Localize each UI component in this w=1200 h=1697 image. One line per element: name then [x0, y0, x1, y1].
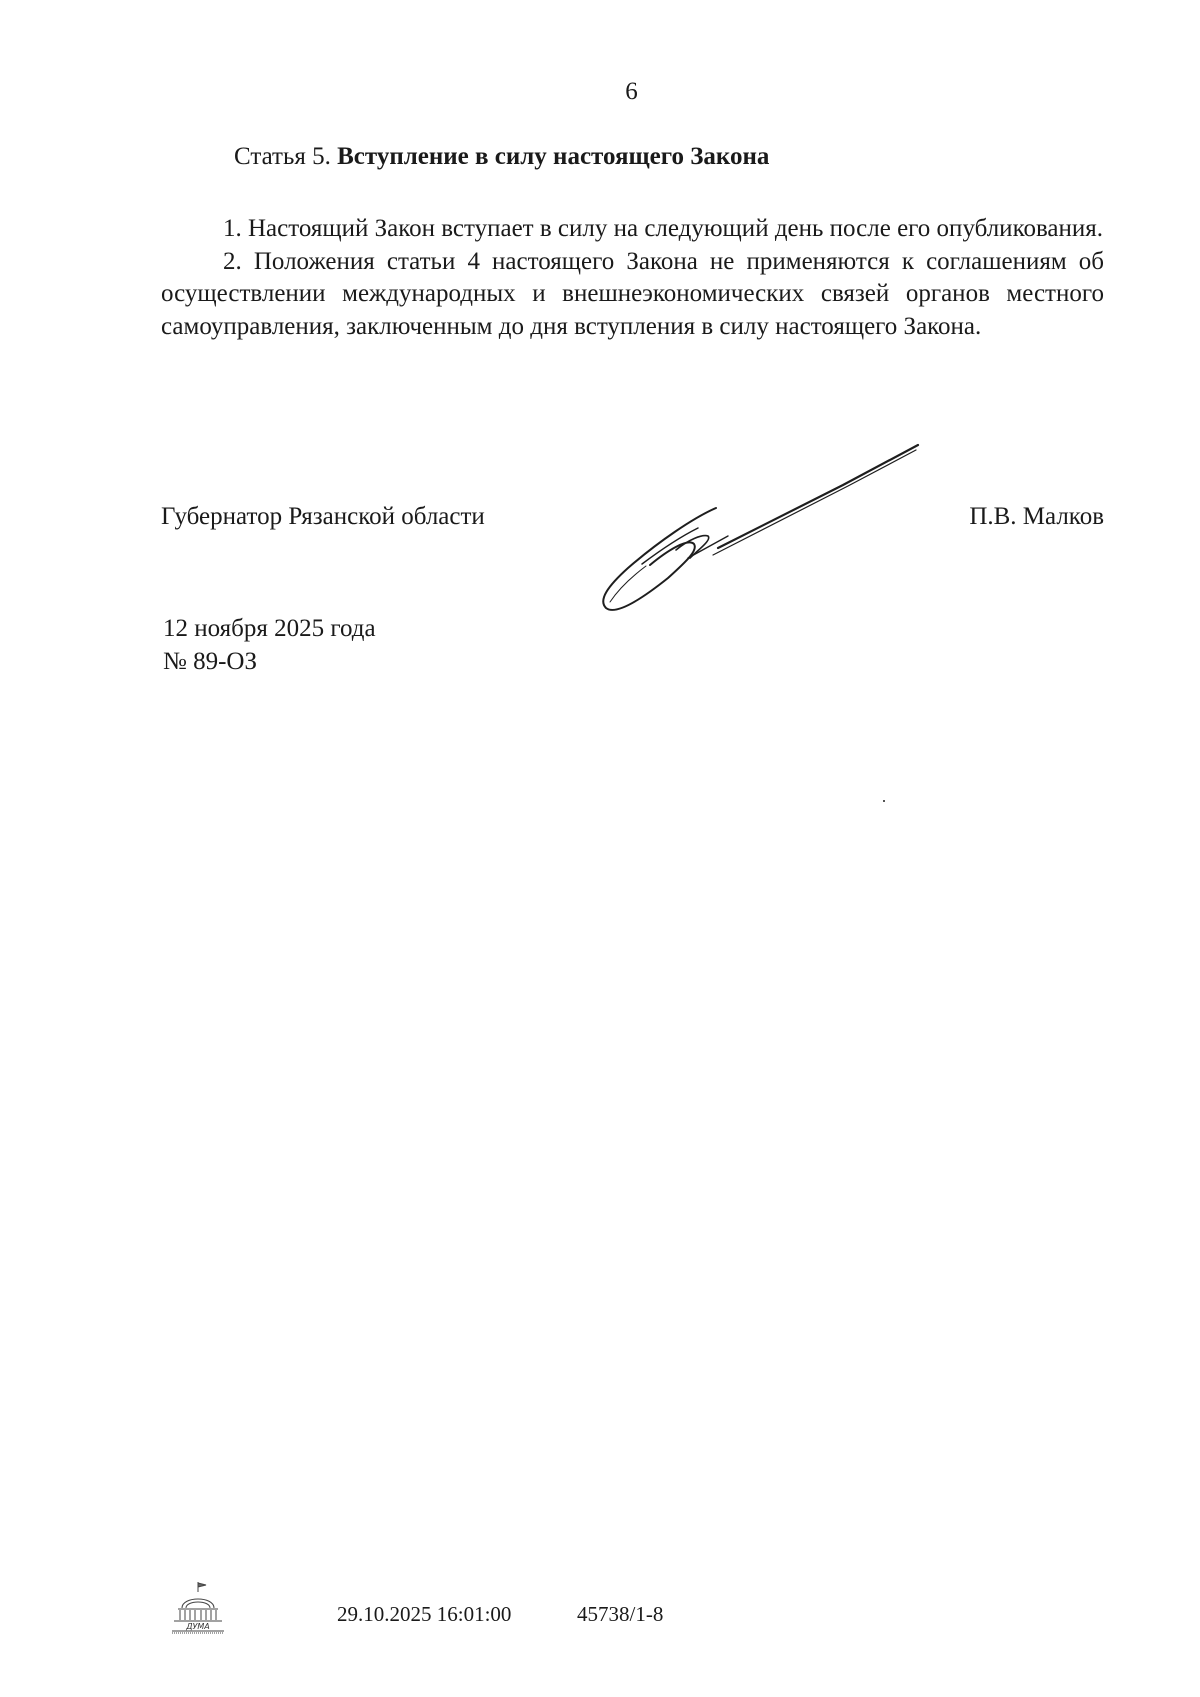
footer [0, 1580, 1200, 1640]
article-heading [234, 143, 769, 171]
law-number: № 89-ОЗ [163, 648, 258, 675]
footer-doc-ref: 45738/1-8 [577, 1602, 664, 1626]
signing-date: 12 ноября 2025 года [163, 615, 376, 642]
footer-timestamp: 29.10.2025 16:01:00 [337, 1602, 512, 1626]
signer-title: Губернатор Рязанской области [161, 503, 485, 530]
duma-logo-text: ДУМА [186, 1622, 210, 1631]
article-body [161, 213, 1104, 343]
paragraph-2: 2. Положения статьи 4 настоящего Закона не применяются к соглашениям об осуществлении международных и внешнеэкономических связей органов местного самоуправления, заключенным до дня вступления в силу настоящего Закона. [161, 247, 1104, 340]
article-label: Статья 5. [234, 143, 331, 170]
paragraph-1: 1. Настоящий Закон вступает в силу на следующий день после его опубликования. [223, 215, 1104, 242]
handwritten-signature [598, 440, 938, 640]
page-number: 6 [625, 78, 638, 105]
duma-building-icon [168, 1580, 228, 1636]
scan-speck [883, 800, 885, 802]
signer-name: П.В. Малков [969, 503, 1104, 530]
date-block [163, 612, 376, 678]
article-title: Вступление в силу настоящего Закона [337, 143, 770, 170]
